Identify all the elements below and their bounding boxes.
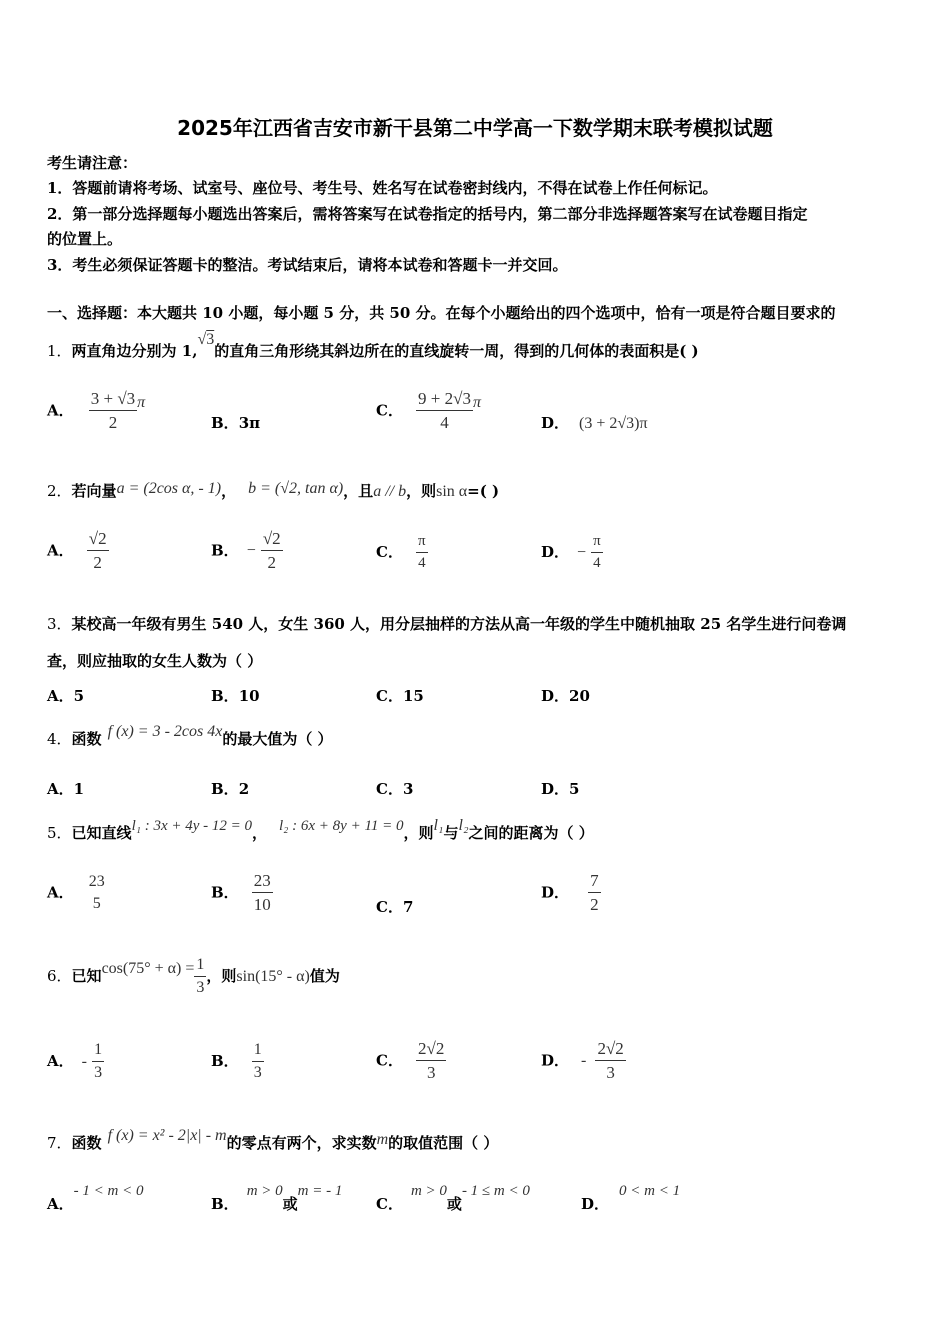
option-b[interactable] [211, 870, 273, 916]
vector-b: b = (√2, tan α) [248, 480, 344, 497]
fraction: $\frac{23}{10}$ [253, 871, 271, 915]
fraction: $\frac{√2}{2}$ [262, 529, 281, 573]
option-label: C． [376, 1195, 403, 1213]
option-d[interactable] [541, 778, 579, 799]
question-number: 7． [47, 1134, 72, 1152]
option-value: 0 < m < 1 [619, 1183, 681, 1199]
variable-m: m [376, 1131, 389, 1148]
line-l1-equation: l₁ : 3x + 4y - 12 = 0 [131, 818, 252, 834]
option-label: D． [541, 687, 570, 705]
option-label: B． [211, 414, 239, 432]
option-value: 10 [238, 687, 260, 705]
option-label: D． [541, 414, 570, 432]
option-a[interactable] [47, 1183, 144, 1214]
fraction: $\frac{2√2}{3}$ [597, 1039, 624, 1083]
option-value: 2 [238, 780, 250, 798]
minus-sign: − [246, 542, 256, 560]
line-l1: l₁ [433, 817, 444, 834]
option-a[interactable] [47, 1040, 104, 1083]
option-a[interactable] [47, 778, 84, 799]
question-number: 6． [47, 967, 72, 985]
question-text: ， [252, 824, 268, 842]
option-b[interactable] [211, 412, 260, 433]
option-label: B． [211, 780, 239, 798]
option-value: (3 + 2√3)π [579, 415, 648, 432]
question-text: 之间的距离为（ ） [468, 824, 594, 842]
option-value: m = - 1 [297, 1183, 343, 1199]
option-value: m > 0 [246, 1183, 283, 1199]
option-label: A． [47, 541, 74, 560]
question-text: 与 [443, 824, 459, 842]
option-d[interactable] [541, 532, 603, 573]
option-d[interactable] [541, 685, 590, 706]
option-d[interactable] [581, 1183, 681, 1214]
question-2 [47, 480, 499, 501]
line-l2-equation: l₂ : 6x + 8y + 11 = 0 [279, 818, 404, 834]
question-text: 的直角三角形绕其斜边所在的直线旋转一周，得到的几何体的表面积是( ) [214, 342, 699, 360]
fraction: $\frac{1}{3}$ [94, 1041, 103, 1081]
option-c[interactable] [376, 778, 413, 799]
option-label: C． [376, 542, 403, 561]
fraction: $\frac{\pi}{4}$ [593, 533, 601, 571]
notice-item: 3．考生必须保证答题卡的整洁。考试结束后，请将本试卷和答题卡一并交回。 [47, 256, 568, 274]
option-a[interactable] [47, 872, 107, 914]
option-label: A． [47, 401, 74, 420]
option-c[interactable] [376, 388, 481, 434]
line-l2: l₂ [458, 817, 469, 834]
option-value: 20 [569, 687, 590, 705]
question-text: 值为 [309, 967, 340, 985]
question-text: 的零点有两个，求实数 [226, 1134, 377, 1152]
question-text: 若向量 [71, 482, 117, 500]
question-7 [47, 1127, 499, 1153]
option-a[interactable] [47, 388, 145, 434]
question-1 [47, 331, 699, 361]
fraction: $\frac{1}{3}$ [196, 956, 205, 996]
question-4 [47, 723, 333, 749]
question-text: 查，则应抽取的女生人数为（ ） [47, 652, 263, 670]
minus-sign: − [577, 543, 587, 561]
question-number: 2． [47, 482, 72, 500]
sqrt-expression: √3 [197, 331, 215, 348]
option-a[interactable] [47, 528, 109, 574]
question-text: 某校高一年级有男生 540 人，女生 360 人，用分层抽样的方法从高一年级的学生中随机抽取 25 名学生进行问卷调 [71, 615, 847, 633]
option-label: D． [541, 883, 570, 902]
option-label: A． [47, 1052, 74, 1070]
question-text: ， [221, 482, 237, 500]
option-conjunction: 或 [446, 1195, 462, 1213]
cos-expression: cos(75° + α) = [101, 960, 195, 977]
option-b[interactable] [211, 1040, 264, 1083]
question-number: 3． [47, 615, 72, 633]
option-label: D． [541, 1051, 570, 1070]
function-formula: f (x) = 3 - 2cos 4x [107, 723, 223, 740]
fraction: $\frac{3 + √3}{2}$ [90, 389, 136, 433]
option-label: C． [376, 1051, 403, 1070]
option-b[interactable] [211, 528, 283, 574]
notice-item: 2．第一部分选择题每小题选出答案后，需将答案写在试卷指定的括号内，第二部分非选择题答案写在试卷题目指定 [47, 205, 808, 223]
option-label: D． [541, 780, 570, 798]
question-text: ，则 [206, 967, 237, 985]
option-d[interactable] [541, 412, 648, 433]
fraction: $\frac{\pi}{4}$ [418, 533, 426, 571]
option-value: 3 [402, 780, 414, 798]
fraction: $\frac{7}{2}$ [590, 871, 599, 915]
option-b[interactable] [211, 1183, 343, 1214]
fraction: $\frac{1}{3}$ [253, 1041, 262, 1081]
sin-alpha: sin α [436, 483, 468, 500]
pi-symbol: π [137, 394, 146, 412]
option-label: B． [211, 1052, 239, 1070]
question-5 [47, 817, 594, 843]
option-d[interactable] [541, 1038, 626, 1084]
question-text: =( ) [467, 482, 500, 500]
fraction: $\frac{9 + 2√3}{4}$ [418, 389, 471, 433]
option-label: B． [211, 541, 239, 560]
option-value: 5 [73, 687, 85, 705]
option-label: C． [376, 401, 403, 420]
option-d[interactable] [541, 870, 601, 916]
question-text: 的取值范围（ ） [388, 1134, 499, 1152]
notice-heading: 考生请注意： [47, 154, 138, 172]
question-6 [47, 955, 340, 998]
option-label: C． [376, 898, 403, 916]
question-text: 的最大值为（ ） [222, 730, 333, 748]
option-value: 1 [73, 780, 85, 798]
function-formula: f (x) = x² - 2|x| - m [107, 1127, 227, 1144]
option-value: 5 [569, 780, 580, 798]
question-text: ，且 [343, 482, 374, 500]
option-conjunction: 或 [282, 1195, 298, 1213]
fraction: 23 5 [88, 873, 105, 912]
option-label: B． [211, 1195, 239, 1213]
option-value: - 1 < m < 0 [73, 1183, 144, 1199]
page-title: 2025年江西省吉安市新干县第二中学高一下数学期末联考模拟试题 [177, 116, 773, 140]
option-value: - 1 ≤ m < 0 [461, 1183, 530, 1199]
option-a[interactable] [47, 685, 84, 706]
option-c[interactable] [376, 896, 413, 917]
question-number: 1． [47, 342, 72, 360]
option-label: A． [47, 687, 74, 705]
question-text: 已知 [71, 967, 102, 985]
minus-sign: - [81, 1053, 87, 1070]
option-value: 15 [402, 687, 424, 705]
option-value: 7 [402, 898, 414, 916]
option-c[interactable] [376, 532, 428, 573]
fraction: $\frac{2√2}{3}$ [418, 1039, 445, 1083]
option-b[interactable] [211, 685, 260, 706]
vector-a: a = (2cos α, - 1) [116, 480, 222, 497]
pi-symbol: π [472, 394, 481, 412]
fraction: $\frac{√2}{2}$ [88, 529, 107, 573]
sin-expression: sin(15° - α) [236, 968, 310, 985]
option-label: D． [581, 1195, 610, 1213]
option-label: A． [47, 883, 74, 902]
option-label: A． [47, 780, 74, 798]
option-value: 3π [238, 414, 261, 432]
question-3 [47, 613, 846, 634]
question-number: 5． [47, 824, 72, 842]
option-label: C． [376, 780, 403, 798]
question-text: 已知直线 [71, 824, 132, 842]
question-text: 两直角边分别为 1, [71, 342, 198, 360]
notice-item: 1．答题前请将考场、试室号、座位号、考生号、姓名写在试卷密封线内，不得在试卷上作任何标记。 [47, 179, 718, 197]
option-label: C． [376, 687, 403, 705]
option-c[interactable] [376, 1038, 446, 1084]
minus-sign: - [581, 1052, 587, 1070]
option-b[interactable] [211, 778, 249, 799]
option-label: D． [541, 542, 570, 561]
option-label: B． [211, 883, 239, 902]
notice-item: 的位置上。 [47, 230, 123, 248]
question-text: ，则 [403, 824, 434, 842]
option-c[interactable] [376, 1183, 530, 1214]
question-text: ，则 [406, 482, 437, 500]
option-value: m > 0 [410, 1183, 447, 1199]
parallel-condition: a // b [373, 483, 407, 500]
option-c[interactable] [376, 685, 424, 706]
section-heading: 一、选择题：本大题共 10 小题，每小题 5 分，共 50 分。在每个小题给出的四个选项中，恰有一项是符合题目要求的 [47, 304, 836, 322]
option-label: B． [211, 687, 239, 705]
option-label: A． [47, 1195, 74, 1213]
question-text: 函数 [71, 730, 102, 748]
question-number: 4． [47, 730, 72, 748]
question-text: 函数 [71, 1134, 102, 1152]
